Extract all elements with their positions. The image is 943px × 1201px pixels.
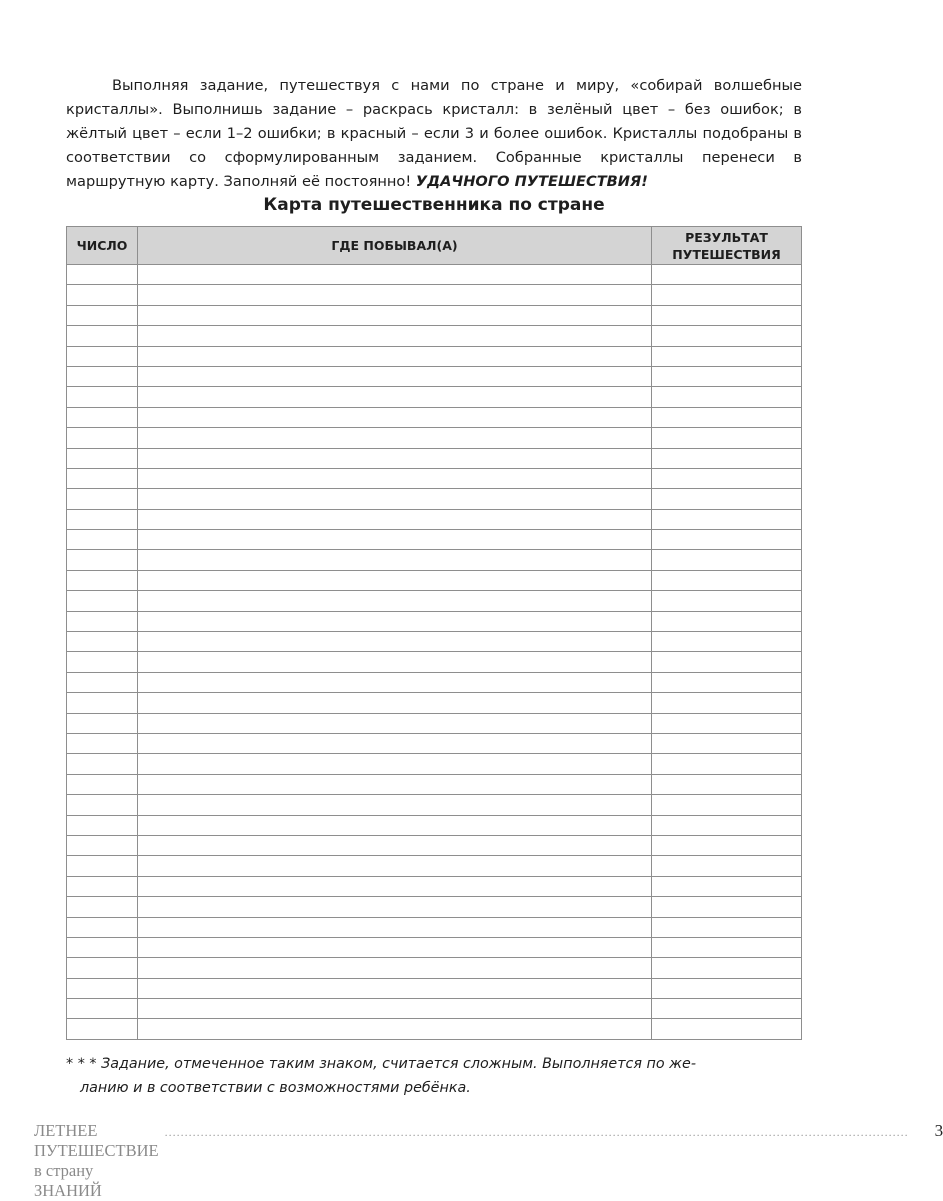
place-cell[interactable]	[138, 795, 652, 815]
table-row	[67, 754, 802, 774]
table-row	[67, 265, 802, 285]
place-cell[interactable]	[138, 876, 652, 896]
result-cell[interactable]	[652, 754, 802, 774]
date-cell[interactable]	[67, 591, 138, 611]
result-cell[interactable]	[652, 1019, 802, 1039]
place-cell[interactable]	[138, 1019, 652, 1039]
place-cell[interactable]	[138, 754, 652, 774]
place-cell[interactable]	[138, 978, 652, 998]
date-cell[interactable]	[67, 550, 138, 570]
intro-text: Выполняя задание, путешествуя с нами по стране и миру, «собирай волшебные кристаллы». Выполнишь задание – раскрась кристалл: в зелёный цвет – без ошибок; в жёлтый цвет – если 1–2 ошибки; в красный – если 3 и более ошибок. Кристаллы подобраны в соответствии со сформулированным заданием. Собранные кристаллы перенеси в маршрутную карту. Заполняй её постоянно!	[66, 77, 802, 190]
table-body	[67, 265, 802, 1040]
table-row	[67, 305, 802, 325]
date-cell[interactable]	[67, 733, 138, 753]
place-cell[interactable]	[138, 999, 652, 1019]
header-place: ГДЕ ПОБЫВАЛ(А)	[138, 227, 652, 265]
result-cell[interactable]	[652, 550, 802, 570]
result-cell[interactable]	[652, 428, 802, 448]
date-cell[interactable]	[67, 937, 138, 957]
result-cell[interactable]	[652, 652, 802, 672]
result-cell[interactable]	[652, 897, 802, 917]
place-cell[interactable]	[138, 672, 652, 692]
intro-emphasis: УДАЧНОГО ПУТЕШЕСТВИЯ!	[415, 173, 648, 190]
table-row	[67, 530, 802, 550]
footnote-line-2: ланию и в соответствии с возможностями ребёнка.	[80, 1080, 471, 1096]
date-cell[interactable]	[67, 999, 138, 1019]
place-cell[interactable]	[138, 897, 652, 917]
result-cell[interactable]	[652, 448, 802, 468]
date-cell[interactable]	[67, 468, 138, 488]
table-row	[67, 509, 802, 529]
date-cell[interactable]	[67, 407, 138, 427]
place-cell[interactable]	[138, 326, 652, 346]
place-cell[interactable]	[138, 917, 652, 937]
place-cell[interactable]	[138, 265, 652, 285]
table-row	[67, 958, 802, 978]
result-cell[interactable]	[652, 530, 802, 550]
place-cell[interactable]	[138, 733, 652, 753]
result-cell[interactable]	[652, 407, 802, 427]
date-cell[interactable]	[67, 713, 138, 733]
result-cell[interactable]	[652, 570, 802, 590]
table-row	[67, 1019, 802, 1039]
result-cell[interactable]	[652, 305, 802, 325]
date-cell[interactable]	[67, 428, 138, 448]
date-cell[interactable]	[67, 366, 138, 386]
result-cell[interactable]	[652, 713, 802, 733]
result-cell[interactable]	[652, 795, 802, 815]
traveler-map-table	[66, 226, 802, 1040]
table-row	[67, 652, 802, 672]
date-cell[interactable]	[67, 693, 138, 713]
table-row	[67, 774, 802, 794]
table-header-row	[67, 227, 802, 265]
place-cell[interactable]	[138, 693, 652, 713]
footnote-line-1: * * * Задание, отмеченное таким знаком, считается сложным. Выполняется по же-	[66, 1056, 697, 1072]
table-row	[67, 917, 802, 937]
table-row	[67, 489, 802, 509]
table-row	[67, 346, 802, 366]
result-cell[interactable]	[652, 632, 802, 652]
place-cell[interactable]	[138, 285, 652, 305]
result-cell[interactable]	[652, 611, 802, 631]
date-cell[interactable]	[67, 856, 138, 876]
place-cell[interactable]	[138, 570, 652, 590]
place-cell[interactable]	[138, 305, 652, 325]
result-cell[interactable]	[652, 693, 802, 713]
place-cell[interactable]	[138, 489, 652, 509]
place-cell[interactable]	[138, 407, 652, 427]
result-cell[interactable]	[652, 672, 802, 692]
date-cell[interactable]	[67, 978, 138, 998]
result-cell[interactable]	[652, 876, 802, 896]
result-cell[interactable]	[652, 346, 802, 366]
date-cell[interactable]	[67, 754, 138, 774]
result-cell[interactable]	[652, 265, 802, 285]
footnote	[66, 1052, 802, 1100]
place-cell[interactable]	[138, 774, 652, 794]
result-cell[interactable]	[652, 366, 802, 386]
header-date: ЧИСЛО	[67, 227, 138, 265]
result-cell[interactable]	[652, 591, 802, 611]
table-row	[67, 611, 802, 631]
table-row	[67, 468, 802, 488]
place-cell[interactable]	[138, 632, 652, 652]
table-row	[67, 733, 802, 753]
table-row	[67, 693, 802, 713]
date-cell[interactable]	[67, 387, 138, 407]
date-cell[interactable]	[67, 509, 138, 529]
table-row	[67, 672, 802, 692]
table-row	[67, 999, 802, 1019]
place-cell[interactable]	[138, 428, 652, 448]
table-row	[67, 795, 802, 815]
table-row	[67, 570, 802, 590]
place-cell[interactable]	[138, 856, 652, 876]
place-cell[interactable]	[138, 937, 652, 957]
result-cell[interactable]	[652, 856, 802, 876]
date-cell[interactable]	[67, 652, 138, 672]
table-row	[67, 897, 802, 917]
date-cell[interactable]	[67, 489, 138, 509]
date-cell[interactable]	[67, 285, 138, 305]
place-cell[interactable]	[138, 387, 652, 407]
table-row	[67, 978, 802, 998]
date-cell[interactable]	[67, 672, 138, 692]
date-cell[interactable]	[67, 632, 138, 652]
table-row	[67, 713, 802, 733]
result-cell[interactable]	[652, 326, 802, 346]
result-cell[interactable]	[652, 815, 802, 835]
place-cell[interactable]	[138, 530, 652, 550]
table-row	[67, 815, 802, 835]
date-cell[interactable]	[67, 897, 138, 917]
place-cell[interactable]	[138, 815, 652, 835]
result-cell[interactable]	[652, 387, 802, 407]
table-row	[67, 428, 802, 448]
place-cell[interactable]	[138, 366, 652, 386]
table-row	[67, 550, 802, 570]
date-cell[interactable]	[67, 917, 138, 937]
page-footer	[34, 1121, 943, 1201]
result-cell[interactable]	[652, 917, 802, 937]
date-cell[interactable]	[67, 326, 138, 346]
date-cell[interactable]	[67, 570, 138, 590]
table-row	[67, 326, 802, 346]
table-row	[67, 387, 802, 407]
result-cell[interactable]	[652, 489, 802, 509]
date-cell[interactable]	[67, 1019, 138, 1039]
date-cell[interactable]	[67, 611, 138, 631]
result-cell[interactable]	[652, 978, 802, 998]
place-cell[interactable]	[138, 713, 652, 733]
dot-leader: ..........................................................................................................................................................................................	[164, 1125, 909, 1139]
table-row	[67, 937, 802, 957]
result-cell[interactable]	[652, 937, 802, 957]
table-row	[67, 591, 802, 611]
table-row	[67, 366, 802, 386]
result-cell[interactable]	[652, 285, 802, 305]
place-cell[interactable]	[138, 346, 652, 366]
place-cell[interactable]	[138, 468, 652, 488]
table-row	[67, 448, 802, 468]
date-cell[interactable]	[67, 795, 138, 815]
result-cell[interactable]	[652, 468, 802, 488]
date-cell[interactable]	[67, 265, 138, 285]
place-cell[interactable]	[138, 611, 652, 631]
table-row	[67, 835, 802, 855]
table-row	[67, 632, 802, 652]
result-cell[interactable]	[652, 509, 802, 529]
place-cell[interactable]	[138, 958, 652, 978]
result-cell[interactable]	[652, 999, 802, 1019]
result-cell[interactable]	[652, 835, 802, 855]
table-row	[67, 285, 802, 305]
date-cell[interactable]	[67, 815, 138, 835]
date-cell[interactable]	[67, 346, 138, 366]
date-cell[interactable]	[67, 530, 138, 550]
place-cell[interactable]	[138, 652, 652, 672]
intro-paragraph	[66, 74, 802, 194]
place-cell[interactable]	[138, 550, 652, 570]
running-title: ЛЕТНЕЕ ПУТЕШЕСТВИЕ в страну ЗНАНИЙ	[34, 1121, 159, 1200]
date-cell[interactable]	[67, 876, 138, 896]
table-row	[67, 407, 802, 427]
result-cell[interactable]	[652, 733, 802, 753]
table-row	[67, 876, 802, 896]
table-row	[67, 856, 802, 876]
result-cell[interactable]	[652, 958, 802, 978]
date-cell[interactable]	[67, 448, 138, 468]
date-cell[interactable]	[67, 835, 138, 855]
place-cell[interactable]	[138, 448, 652, 468]
place-cell[interactable]	[138, 591, 652, 611]
header-result: РЕЗУЛЬТАТ ПУТЕШЕСТВИЯ	[652, 227, 802, 265]
date-cell[interactable]	[67, 774, 138, 794]
date-cell[interactable]	[67, 958, 138, 978]
page-number: 3	[934, 1121, 943, 1140]
table-title: Карта путешественника по стране	[263, 195, 605, 215]
place-cell[interactable]	[138, 509, 652, 529]
place-cell[interactable]	[138, 835, 652, 855]
date-cell[interactable]	[67, 305, 138, 325]
result-cell[interactable]	[652, 774, 802, 794]
